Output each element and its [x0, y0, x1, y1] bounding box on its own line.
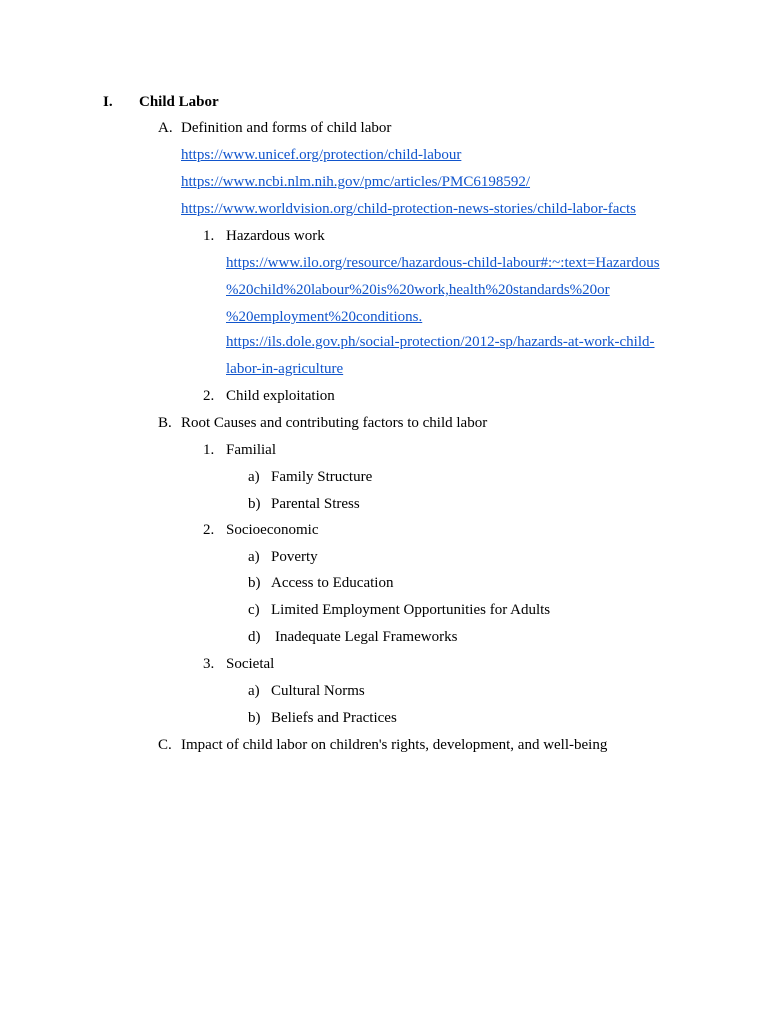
outline-marker: b): [248, 710, 261, 726]
outline-marker: 2.: [203, 388, 215, 404]
outline-text: Cultural Norms: [271, 683, 365, 699]
outline-text: Definition and forms of child labor: [181, 120, 392, 136]
reference-link[interactable]: https://www.unicef.org/protection/child-labour: [181, 147, 462, 163]
outline-text: Parental Stress: [271, 496, 360, 512]
outline-text: Hazardous work: [226, 228, 325, 244]
outline-marker: 3.: [203, 656, 215, 672]
reference-link[interactable]: %20child%20labour%20is%20work,health%20standards%20or: [226, 282, 610, 298]
outline-text: Societal: [226, 656, 275, 672]
outline-text: Child exploitation: [226, 388, 335, 404]
section-marker: I.: [103, 94, 113, 110]
outline-text: Beliefs and Practices: [271, 710, 397, 726]
outline-marker: 1.: [203, 228, 215, 244]
outline-marker: 2.: [203, 522, 215, 538]
outline-text: Familial: [226, 442, 276, 458]
outline-marker: C.: [158, 737, 172, 753]
outline-marker: d): [248, 629, 261, 645]
outline-text: Inadequate Legal Frameworks: [275, 629, 458, 645]
outline-marker: 1.: [203, 442, 215, 458]
reference-link[interactable]: https://ils.dole.gov.ph/social-protection/2012-sp/hazards-at-work-child-: [226, 334, 655, 350]
outline-marker: A.: [158, 120, 173, 136]
outline-text: Family Structure: [271, 469, 373, 485]
reference-link[interactable]: %20employment%20conditions.: [226, 309, 423, 325]
outline-text: Impact of child labor on children's rights, development, and well-being: [181, 737, 608, 753]
reference-link[interactable]: https://www.ilo.org/resource/hazardous-child-labour#:~:text=Hazardous: [226, 255, 660, 271]
outline-marker: a): [248, 549, 260, 565]
reference-link[interactable]: https://www.worldvision.org/child-protection-news-stories/child-labor-facts: [181, 201, 637, 217]
outline-marker: a): [248, 683, 260, 699]
outline-marker: b): [248, 496, 261, 512]
outline-text: Root Causes and contributing factors to child labor: [181, 415, 488, 431]
outline-marker: b): [248, 575, 261, 591]
outline-marker: a): [248, 469, 260, 485]
reference-link[interactable]: labor-in-agriculture: [226, 361, 344, 377]
reference-link[interactable]: https://www.ncbi.nlm.nih.gov/pmc/articles/PMC6198592/: [181, 174, 531, 190]
outline-text: Limited Employment Opportunities for Adults: [271, 602, 551, 618]
outline-marker: B.: [158, 415, 172, 431]
section-title: Child Labor: [139, 94, 219, 110]
outline-marker: c): [248, 602, 260, 618]
outline-text: Access to Education: [271, 575, 394, 591]
outline-text: Socioeconomic: [226, 522, 319, 538]
outline-text: Poverty: [271, 549, 318, 565]
